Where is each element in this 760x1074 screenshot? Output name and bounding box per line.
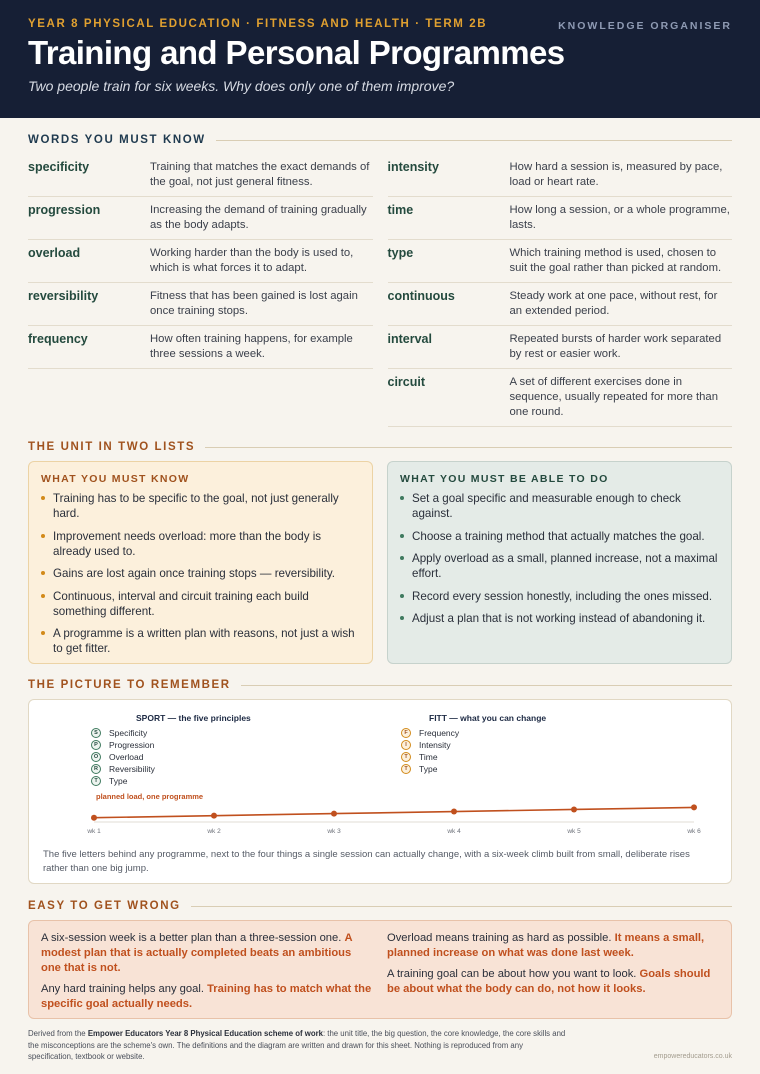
misconception-claim: A training goal can be about how you want to look. xyxy=(387,968,640,980)
know-title: WHAT YOU MUST KNOW xyxy=(41,473,190,485)
vocab-term: specificity xyxy=(28,160,90,174)
vocab-definition: Steady work at one pace, without rest, for an extended period. xyxy=(509,290,718,317)
vocab-row xyxy=(388,197,733,240)
know-box xyxy=(28,461,373,664)
vocab-heading: WORDS YOU MUST KNOW xyxy=(28,134,732,146)
misconception-item xyxy=(387,931,719,961)
x-tick-label: wk 3 xyxy=(327,828,341,835)
letter-badge: R xyxy=(91,764,101,774)
list-item: Set a goal specific and measurable enough to check against. xyxy=(400,491,719,521)
x-tick-label: wk 4 xyxy=(447,828,461,835)
misconception-claim: Overload means training as hard as possible. xyxy=(387,932,615,944)
letter-badge: I xyxy=(401,740,411,750)
load-point xyxy=(571,806,577,812)
load-point xyxy=(211,813,217,819)
principle-label: Reversibility xyxy=(109,764,155,774)
vocab-row xyxy=(388,154,733,197)
source-note: Derived from the Empower Educators Year 8 Physical Education scheme of work: the unit title, the big question, the core knowledge, the core skills and the misconceptions are the scheme's own. The definitions and the diagram are written and drawn for this sheet. Nothing is reproduced from any specification, textbook or website. xyxy=(28,1029,566,1061)
misconception-item xyxy=(41,931,373,976)
principle-label: Type xyxy=(109,776,128,786)
footer-url[interactable]: empowereducators.co.uk xyxy=(653,1053,732,1060)
vocab-definition: Repeated bursts of harder work separated by rest or easier work. xyxy=(509,333,722,360)
sport-list xyxy=(91,727,251,787)
letter-badge: P xyxy=(91,740,101,750)
x-tick-label: wk 1 xyxy=(87,828,101,835)
load-line xyxy=(94,807,694,817)
x-tick-label: wk 2 xyxy=(207,828,221,835)
misconception-fix: Training has to match what the specific goal actually needs. xyxy=(41,983,372,1010)
fitt-list xyxy=(401,727,546,775)
vocab-term: circuit xyxy=(387,375,426,389)
letter-badge: S xyxy=(91,728,101,738)
organiser-badge: KNOWLEDGE ORGANISER xyxy=(558,20,732,32)
letter-badge: T xyxy=(91,776,101,786)
misconception-fix: Goals should be about what the body can do, not how it looks. xyxy=(387,968,711,995)
picture-box xyxy=(28,699,732,884)
vocab-definition: Working harder than the body is used to, which is what forces it to adapt. xyxy=(150,247,354,274)
lists-heading: THE UNIT IN TWO LISTS xyxy=(28,441,732,453)
list-item: Gains are lost again once training stops — reversibility. xyxy=(41,566,360,581)
letter-badge: F xyxy=(401,728,411,738)
principle-row xyxy=(91,775,251,787)
x-tick-label: wk 5 xyxy=(567,828,581,835)
course-kicker: YEAR 8 PHYSICAL EDUCATION · FITNESS AND HEALTH · TERM 2B xyxy=(28,18,488,30)
misconception-item xyxy=(41,982,373,1012)
picture-heading: THE PICTURE TO REMEMBER xyxy=(28,679,732,691)
principle-label: Specificity xyxy=(109,728,148,738)
list-item: Apply overload as a small, planned increase, not a maximal effort. xyxy=(400,551,719,581)
principle-label: Frequency xyxy=(419,728,460,738)
vocab-term: overload xyxy=(28,246,81,260)
principle-row xyxy=(401,763,546,775)
vocab-column-left xyxy=(28,154,373,427)
load-point xyxy=(451,809,457,815)
list-item: Choose a training method that actually matches the goal. xyxy=(400,529,719,544)
principle-label: Time xyxy=(419,752,438,762)
vocab-row xyxy=(388,326,733,369)
vocab-definition: How hard a session is, measured by pace, load or heart rate. xyxy=(509,161,723,188)
vocab-term: reversibility xyxy=(28,289,99,303)
vocab-row xyxy=(28,326,373,369)
load-point xyxy=(91,815,97,821)
unit-lists xyxy=(28,461,732,664)
vocab-definition: Which training method is used, chosen to suit the goal rather than picked at random. xyxy=(509,247,722,274)
page-header xyxy=(0,0,760,118)
misconception-claim: Any hard training helps any goal. xyxy=(41,983,208,995)
vocab-row xyxy=(28,154,373,197)
vocab-row xyxy=(28,197,373,240)
vocab-row xyxy=(388,283,733,326)
x-tick-label: wk 6 xyxy=(687,828,701,835)
misconceptions-left xyxy=(41,931,373,1018)
principle-row xyxy=(91,751,251,763)
principle-label: Progression xyxy=(109,740,155,750)
letter-badge: T xyxy=(401,752,411,762)
vocab-term: type xyxy=(387,246,414,260)
vocab-definition: Increasing the demand of training gradually as the body adapts. xyxy=(150,204,367,231)
vocab-row xyxy=(28,283,373,326)
load-chart xyxy=(84,792,704,838)
do-list xyxy=(400,491,719,626)
misconception-claim: A six-session week is a better plan than a three-session one. xyxy=(41,932,345,944)
vocab-table xyxy=(28,154,732,427)
list-item: Continuous, interval and circuit training each build something different. xyxy=(41,589,360,619)
vocab-row xyxy=(28,240,373,283)
load-point xyxy=(331,811,337,817)
fitt-column xyxy=(404,713,547,775)
source-name: Empower Educators Year 8 Physical Education scheme of work xyxy=(87,1029,323,1038)
misconceptions-right xyxy=(387,931,719,1018)
series-label: planned load, one programme xyxy=(96,792,204,801)
vocab-column-right xyxy=(388,154,733,427)
principle-row xyxy=(401,751,546,763)
vocab-definition: A set of different exercises done in sequence, usually repeated for more than one round. xyxy=(509,376,718,418)
vocab-row xyxy=(388,240,733,283)
principle-row xyxy=(91,763,251,775)
vocab-term: intensity xyxy=(387,160,439,174)
page-title: Training and Personal Programmes xyxy=(28,34,565,71)
vocab-term: frequency xyxy=(28,332,88,346)
principle-row xyxy=(91,727,251,739)
page-subtitle: Two people train for six weeks. Why does only one of them improve? xyxy=(28,78,455,94)
misconceptions-box xyxy=(28,920,732,1019)
list-item: A programme is a written plan with reasons, not just a wish to get fitter. xyxy=(41,626,360,656)
vocab-term: time xyxy=(387,203,414,217)
vocab-term: interval xyxy=(387,332,432,346)
do-title: WHAT YOU MUST BE ABLE TO DO xyxy=(400,473,609,485)
principle-label: Type xyxy=(419,764,438,774)
load-point xyxy=(691,804,697,810)
letter-badge: O xyxy=(91,752,101,762)
list-item: Improvement needs overload: more than the body is already used to. xyxy=(41,529,360,559)
fitt-title: FITT — what you can change xyxy=(429,713,547,723)
list-item: Record every session honestly, including the ones missed. xyxy=(400,589,719,604)
list-item: Adjust a plan that is not working instead of abandoning it. xyxy=(400,611,719,626)
do-box xyxy=(387,461,732,664)
misconception-fix: It means a small, planned increase on what was done last week. xyxy=(387,932,705,959)
vocab-row xyxy=(388,369,733,427)
vocab-term: continuous xyxy=(387,289,455,303)
principle-row xyxy=(401,739,546,751)
misconception-fix: A modest plan that is actually completed beats an ambitious one that is not. xyxy=(41,932,353,974)
vocab-term: progression xyxy=(28,203,101,217)
misconception-item xyxy=(387,967,719,997)
wrong-heading: EASY TO GET WRONG xyxy=(28,900,732,912)
letter-badge: T xyxy=(401,764,411,774)
principle-label: Intensity xyxy=(419,740,451,750)
principle-label: Overload xyxy=(109,752,144,762)
vocab-definition: Training that matches the exact demands of the goal, not just general fitness. xyxy=(150,161,370,188)
vocab-definition: How long a session, or a whole programme, lasts. xyxy=(509,204,730,231)
principle-row xyxy=(91,739,251,751)
principle-row xyxy=(401,727,546,739)
know-list xyxy=(41,491,360,656)
sport-title: SPORT — the five principles xyxy=(136,713,251,723)
vocab-definition: Fitness that has been gained is lost again once training stops. xyxy=(150,290,358,317)
sport-column xyxy=(93,713,251,787)
picture-caption: The five letters behind any programme, next to the four things a single session can actually change, with a six-week climb built from small, deliberate rises rather than one big jump. xyxy=(43,849,690,874)
vocab-definition: How often training happens, for example three sessions a week. xyxy=(150,333,353,360)
list-item: Training has to be specific to the goal, not just generally hard. xyxy=(41,491,360,521)
